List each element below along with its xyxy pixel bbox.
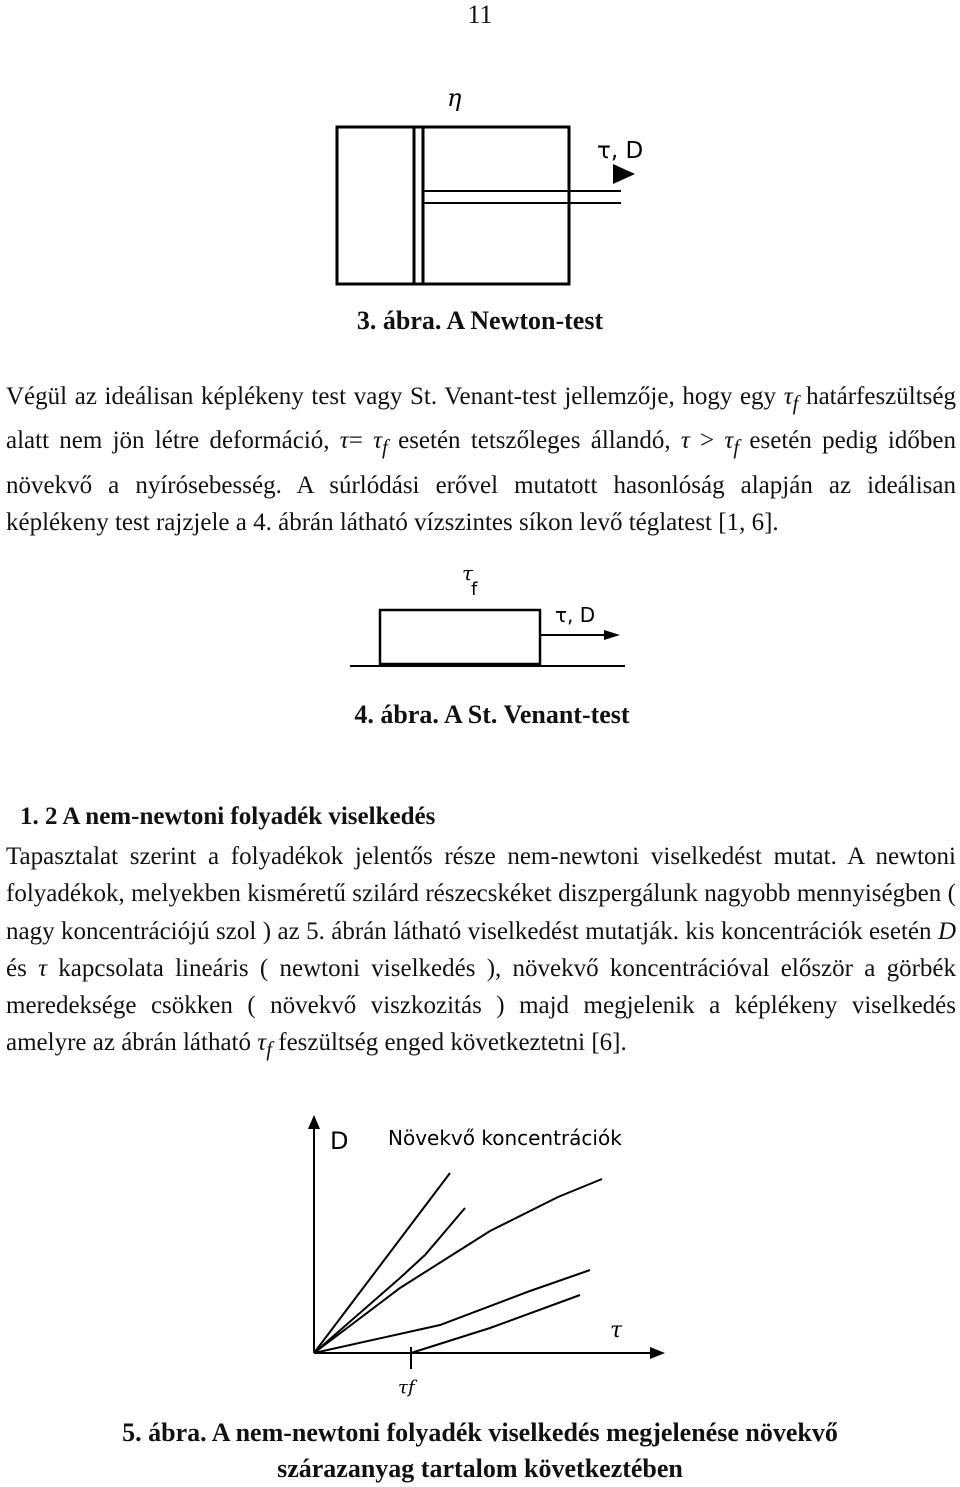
newton-body-diagram (285, 78, 685, 308)
curve-medium-concentration-2 (314, 1179, 602, 1353)
f-subscript: f (792, 391, 799, 415)
chart-title: Növekvő koncentrációk (388, 1126, 622, 1150)
text-run: = (348, 427, 374, 455)
figure-3-caption: 3. ábra. A Newton-test (356, 306, 604, 335)
x-axis-label: τ (610, 1318, 623, 1343)
paragraph-non-newtonian (6, 838, 956, 1069)
text-run: határfeszültség alatt nem jön létre deformáció, (6, 383, 956, 455)
y-axis-label: D (330, 1127, 349, 1155)
tau-symbol: τ (783, 383, 793, 410)
text-run: > (689, 427, 725, 455)
dashpot-piston (414, 127, 423, 284)
figure-5-caption-line-1: 5. ábra. A nem-newtoni folyadék viselkedés megjelenése növekvő (122, 1418, 838, 1447)
text-run: Végül az ideálisan képlékeny test vagy St. Venant-test jellemzője, hogy egy (6, 383, 784, 410)
figure-4-caption: 4. ábra. A St. Venant-test (354, 700, 630, 729)
text-run: esetén tetszőleges állandó, (387, 427, 681, 455)
tau-symbol: τ (724, 427, 734, 455)
curve-low-concentration (314, 1173, 450, 1353)
eta-label: η (447, 84, 462, 112)
x-axis-arrow (650, 1347, 665, 1359)
d-symbol: D (937, 917, 956, 945)
f-subscript: f (733, 435, 740, 460)
block-rectangle (380, 610, 540, 664)
page-number: 11 (467, 0, 493, 29)
tau-symbol: τ (680, 427, 690, 455)
text-run: Tapasztalat szerint a folyadékok jelentős része nem-newtoni viselkedést mutat. A newtoni folyadékok, melyekben kisméretű szilárd részecskéket diszpergálunk nagyobb mennyiségben ( nagy koncentrációjú szol ) az 5. ábrán látható viselkedést mutatják. kis koncentrációk esetén (6, 843, 956, 945)
tau-label: τ (462, 562, 474, 585)
tau-symbol: τ (38, 954, 48, 982)
tau-symbol: τ (257, 1029, 267, 1057)
f-subscript: f (382, 435, 388, 460)
tau-d-label: τ, D (555, 603, 596, 627)
f-label: f (471, 579, 478, 600)
text-run: esetén pedig időben növekvő a nyírósebesség. A súrlódási erővel mutatott hasonlóság alapján az ideálisan képlékeny test rajzjele a 4. ábrán látható vízszintes síkon levő téglatest [1, 6]. (6, 427, 956, 536)
section-heading: 1. 2 A nem-newtoni folyadék viselkedés (20, 803, 436, 830)
flow-curves-chart (290, 1113, 670, 1403)
text-run: kapcsolata lineáris ( newtoni viselkedés ), növekvő koncentrációval először a görbék meredeksége csökken ( növekvő viszkozitás ) majd megjelenik a képlékeny viselkedés amelyre az ábrán látható (6, 954, 957, 1057)
y-axis-arrow (308, 1115, 320, 1129)
tau-symbol: τ (373, 427, 383, 455)
tau-symbol: τ (339, 427, 349, 455)
tau-d-label: τ, D (597, 138, 644, 164)
force-arrow-head (604, 630, 620, 640)
paragraph-st-venant (6, 378, 956, 541)
text-run: és (6, 954, 39, 982)
f-subscript: f (266, 1037, 272, 1062)
tau-f-annotation: τf (398, 1377, 415, 1398)
curve-medium-concentration-1 (314, 1208, 465, 1353)
text-run: feszültség enged következtetni [6]. (272, 1029, 627, 1057)
force-arrow-head (613, 164, 635, 184)
st-venant-body-diagram (350, 562, 630, 674)
figure-5-caption-line-2: szárazanyag tartalom következtében (277, 1454, 683, 1483)
dashpot-cylinder (337, 127, 569, 284)
